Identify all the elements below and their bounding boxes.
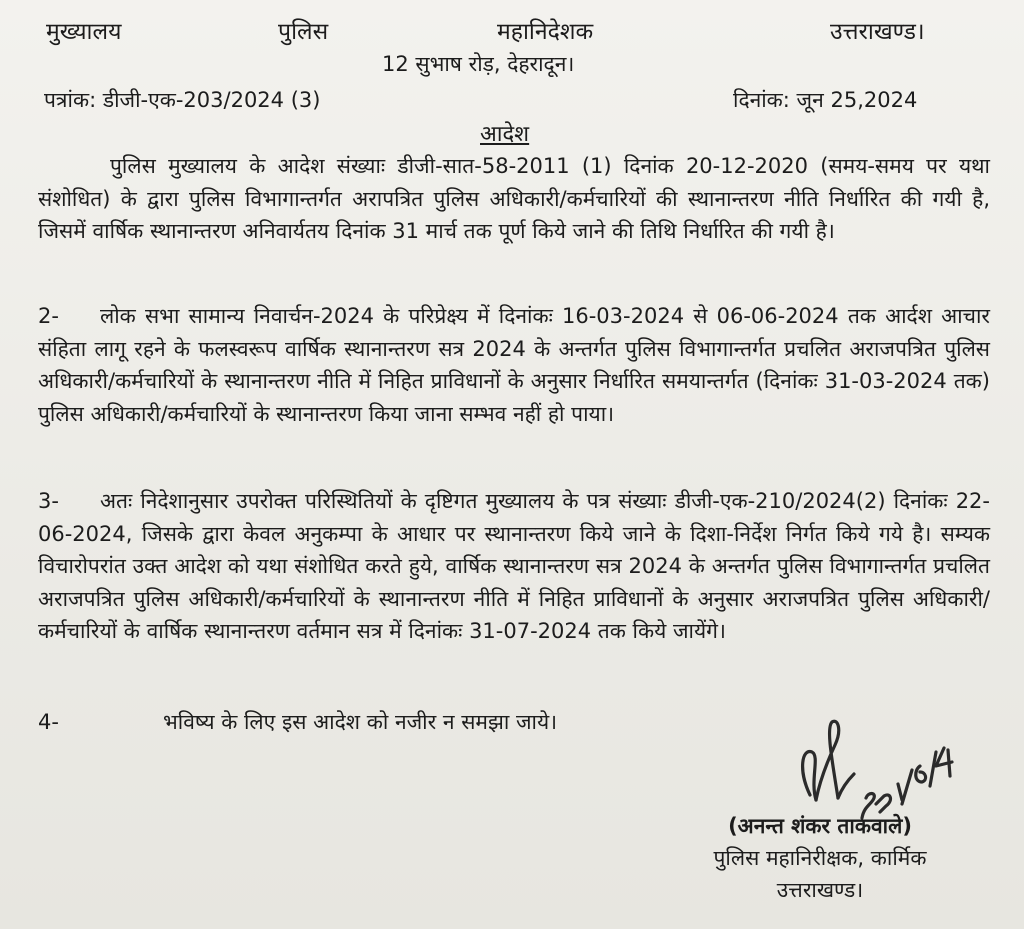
header-word-director-general: महानिदेशक <box>497 19 594 45</box>
paragraph-4-text: भविष्य के लिए इस आदेश को नजीर न समझा जाये। <box>163 710 558 734</box>
paragraph-3 <box>38 485 990 648</box>
order-title: आदेश <box>480 122 530 147</box>
signatory-designation: पुलिस महानिरीक्षक, कार्मिक <box>713 846 927 870</box>
signatory-name: (अनन्त शंकर ताकवाले) <box>728 814 912 838</box>
paragraph-1 <box>38 150 990 248</box>
header-word-headquarters: मुख्यालय <box>46 19 122 45</box>
signatory-block <box>670 810 970 906</box>
paragraph-1-text: पुलिस मुख्यालय के आदेश संख्याः डीजी-सात-58-2011 (1) दिनांक 20-12-2020 (समय-समय पर यथा संशोधित) के द्वारा पुलिस विभागान्तर्गत अरापत्रित पुलिस अधिकारी/कर्मचारियों की स्थानान्तरण नीति निर्धारित की गयी है, जिसमें वार्षिक स्थानान्तरण अनिवार्यतय दिनांक 31 मार्च तक पूर्ण किये जाने की तिथि निर्धारित की गयी है। <box>38 154 990 243</box>
reference-number: पत्रांक: डीजी-एक-203/2024 (3) <box>44 88 321 112</box>
paragraph-2-number: 2- <box>38 304 59 328</box>
paragraph-4 <box>38 706 738 739</box>
paragraph-2 <box>38 300 990 430</box>
paragraph-3-text: अतः निदेशानुसार उपरोक्त परिस्थितियों के दृष्टिगत मुख्यालय के पत्र संख्याः डीजी-एक-210/2024(2) दिनांकः 22-06-2024, जिसके द्वारा केवल अनुकम्पा के आधार पर स्थानान्तरण किये जाने के दिशा-निर्देश निर्गत किये गये है। सम्यक विचारोपरांत उक्त आदेश को यथा संशोधित करते हुये, वार्षिक स्थानान्तरण सत्र 2024 के अन्तर्गत पुलिस विभागान्तर्गत प्रचलित अराजपत्रित पुलिस अधिकारी/कर्मचारियों के स्थानान्तरण नीति में निहित प्राविधानों के अनुसार अराजपत्रित पुलिस अधिकारी/कर्मचारियों के वार्षिक स्थानान्तरण वर्तमान सत्र में दिनांकः 31-07-2024 तक किये जायेंगे। <box>38 489 990 643</box>
paragraph-4-number: 4- <box>38 710 59 734</box>
paragraph-2-text: लोक सभा सामान्य निवार्चन-2024 के परिप्रेक्ष्य में दिनांकः 16-03-2024 से 06-06-2024 तक आर्दश आचार संहिता लागू रहने के फलस्वरूप वार्षिक स्थानान्तरण सत्र 2024 के अन्तर्गत पुलिस विभागान्तर्गत प्रचलित अराजपत्रित पुलिस अधिकारी/कर्मचारियों के स्थानान्तरण नीति में निहित प्राविधानों के अनुसार निर्धारित समयान्तर्गत (दिनांकः 31-03-2024 तक) पुलिस अधिकारी/कर्मचारियों के स्थानान्तरण किया जाना सम्भव नहीं हो पाया। <box>38 304 990 426</box>
header-address: 12 सुभाष रोड़, देहरादून। <box>382 52 575 76</box>
header-word-uttarakhand: उत्तराखण्ड। <box>830 19 925 45</box>
paragraph-3-number: 3- <box>38 489 59 513</box>
header-word-police: पुलिस <box>278 19 329 45</box>
signatory-state: उत्तराखण्ड। <box>776 878 864 902</box>
reference-date: दिनांक: जून 25,2024 <box>733 88 918 112</box>
